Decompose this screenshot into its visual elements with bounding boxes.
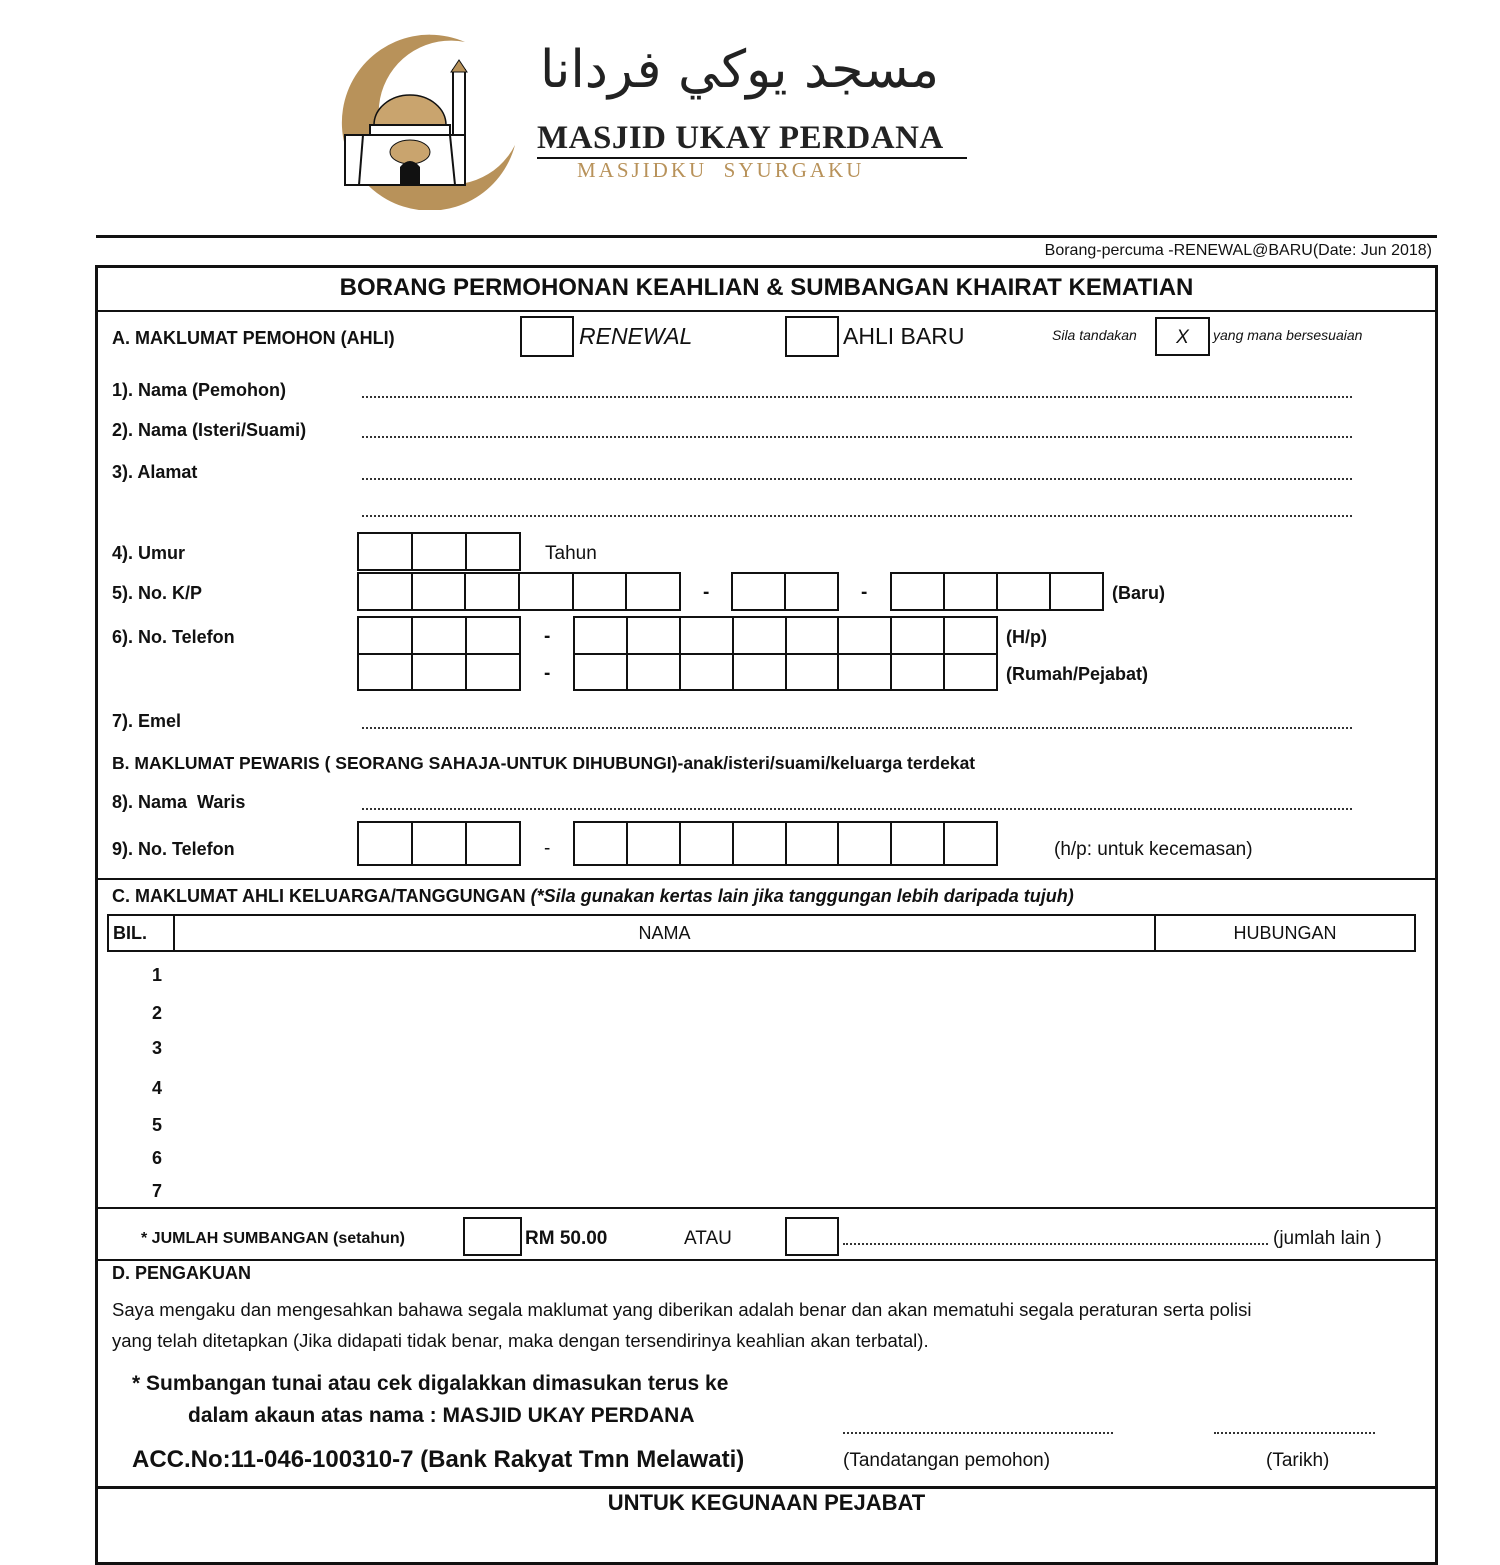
nama-label: 1). Nama (Pemohon) bbox=[112, 380, 287, 400]
lain-checkbox[interactable] bbox=[785, 1217, 839, 1256]
rumah-label: (Rumah/Pejabat) bbox=[1006, 664, 1149, 684]
digit-cell[interactable] bbox=[467, 534, 519, 569]
kp-field-1[interactable] bbox=[357, 572, 681, 611]
umur-field[interactable] bbox=[357, 532, 521, 571]
digit-cell[interactable] bbox=[466, 574, 520, 609]
digit-cell[interactable] bbox=[734, 618, 787, 653]
kp-field-2[interactable] bbox=[731, 572, 839, 611]
baru-label: (Baru) bbox=[1112, 583, 1165, 603]
crescent-mosque-icon bbox=[275, 30, 525, 210]
section-c-heading bbox=[112, 886, 1074, 907]
col-nama: NAMA bbox=[175, 916, 1156, 950]
logo-arabic: مسجد يوكي فردانا bbox=[540, 40, 940, 100]
digit-cell[interactable] bbox=[786, 574, 837, 609]
digit-cell[interactable] bbox=[892, 655, 945, 689]
nama-waris-field[interactable] bbox=[362, 808, 1352, 810]
logo-tagline: MASJIDKU SYURGAKU bbox=[577, 158, 865, 182]
digit-cell[interactable] bbox=[413, 655, 467, 689]
digit-cell[interactable] bbox=[467, 618, 519, 653]
emel-label: 7). Emel bbox=[112, 711, 182, 731]
digit-cell[interactable] bbox=[413, 823, 467, 864]
bank-note-1: * Sumbangan tunai atau cek digalakkan dimasukan terus ke bbox=[132, 1372, 729, 1395]
hp-dash: - bbox=[544, 626, 551, 647]
digit-cell[interactable] bbox=[945, 823, 996, 864]
alamat-label: 3). Alamat bbox=[112, 462, 198, 482]
signature-label: (Tandatangan pemohon) bbox=[843, 1450, 1051, 1471]
digit-cell[interactable] bbox=[467, 655, 519, 689]
rm50-label: RM 50.00 bbox=[525, 1228, 608, 1249]
pasangan-field[interactable] bbox=[362, 436, 1352, 438]
alamat-field-2[interactable] bbox=[362, 515, 1352, 517]
rumah-number-field[interactable] bbox=[573, 653, 998, 691]
digit-cell[interactable] bbox=[839, 618, 892, 653]
digit-cell[interactable] bbox=[733, 574, 786, 609]
table-row-number: 2 bbox=[152, 1003, 163, 1023]
digit-cell[interactable] bbox=[359, 655, 413, 689]
table-row-number: 4 bbox=[152, 1078, 163, 1098]
digit-cell[interactable] bbox=[413, 618, 467, 653]
nama-field[interactable] bbox=[362, 396, 1352, 398]
waris-dash: - bbox=[544, 838, 551, 859]
emel-field[interactable] bbox=[362, 727, 1352, 729]
kp-label: 5). No. K/P bbox=[112, 583, 203, 603]
digit-cell[interactable] bbox=[413, 534, 467, 569]
hp-prefix-field[interactable] bbox=[357, 616, 521, 655]
date-field[interactable] bbox=[1214, 1432, 1375, 1434]
col-hubungan: HUBUNGAN bbox=[1233, 923, 1337, 943]
table-row-number: 5 bbox=[152, 1115, 163, 1135]
logo-name: MASJID UKAY PERDANA bbox=[537, 120, 944, 156]
rumah-prefix-field[interactable] bbox=[357, 653, 521, 691]
kp-dash-2: - bbox=[861, 582, 868, 603]
digit-cell[interactable] bbox=[359, 823, 413, 864]
digit-cell[interactable] bbox=[945, 655, 996, 689]
waris-note: (h/p: untuk kecemasan) bbox=[1054, 839, 1253, 860]
digit-cell[interactable] bbox=[945, 574, 998, 609]
pengakuan-line-1: Saya mengaku dan mengesahkan bahawa segala maklumat yang diberikan adalah benar dan akan mematuhi segala peraturan serta polisi bbox=[112, 1299, 1252, 1320]
section-a-heading: A. MAKLUMAT PEMOHON (AHLI) bbox=[112, 328, 395, 348]
digit-cell[interactable] bbox=[787, 618, 840, 653]
yang-sesuai: yang mana bersesuaian bbox=[1213, 327, 1363, 343]
jumlah-lain-field[interactable] bbox=[843, 1243, 1268, 1245]
renewal-checkbox[interactable] bbox=[520, 316, 574, 357]
col-bil: BIL. bbox=[109, 916, 175, 950]
digit-cell[interactable] bbox=[575, 655, 628, 689]
jumlah-lain-label: (jumlah lain ) bbox=[1273, 1228, 1382, 1249]
digit-cell[interactable] bbox=[575, 823, 628, 864]
atau-label: ATAU bbox=[684, 1228, 732, 1249]
table-row-number: 6 bbox=[152, 1148, 163, 1168]
waris-prefix-field[interactable] bbox=[357, 821, 521, 866]
table-row-number: 1 bbox=[152, 965, 163, 985]
section-b-heading: B. MAKLUMAT PEWARIS ( SEORANG SAHAJA-UNTUK DIHUBUNGI)-anak/isteri/suami/keluarga terdekat bbox=[112, 753, 976, 773]
digit-cell[interactable] bbox=[574, 574, 628, 609]
digit-cell[interactable] bbox=[787, 823, 840, 864]
digit-cell[interactable] bbox=[681, 655, 734, 689]
section-c-title: C. MAKLUMAT AHLI KELUARGA/TANGGUNGAN bbox=[112, 886, 526, 906]
rumah-dash: - bbox=[544, 663, 551, 684]
digit-cell[interactable] bbox=[628, 823, 681, 864]
digit-cell[interactable] bbox=[413, 574, 467, 609]
date-label: (Tarikh) bbox=[1266, 1450, 1330, 1471]
digit-cell[interactable] bbox=[359, 534, 413, 569]
kp-field-3[interactable] bbox=[890, 572, 1104, 611]
digit-cell[interactable] bbox=[839, 823, 892, 864]
digit-cell[interactable] bbox=[467, 823, 519, 864]
mosque-logo bbox=[275, 30, 985, 210]
alamat-field-1[interactable] bbox=[362, 478, 1352, 480]
tanggungan-table-header bbox=[107, 914, 1416, 952]
umur-label: 4). Umur bbox=[112, 543, 186, 563]
account-number: ACC.No:11-046-100310-7 (Bank Rakyat Tmn Melawati) bbox=[132, 1446, 745, 1473]
hp-label: (H/p) bbox=[1006, 627, 1047, 647]
digit-cell[interactable] bbox=[628, 655, 681, 689]
digit-cell[interactable] bbox=[734, 823, 787, 864]
kp-dash-1: - bbox=[703, 582, 710, 603]
signature-field[interactable] bbox=[843, 1432, 1113, 1434]
section-c-note: (*Sila gunakan kertas lain jika tanggungan lebih daripada tujuh) bbox=[530, 886, 1074, 906]
digit-cell[interactable] bbox=[1051, 574, 1102, 609]
ahli-baru-label: AHLI BARU bbox=[843, 323, 965, 349]
waris-telefon-label: 9). No. Telefon bbox=[112, 839, 235, 859]
example-mark-box: X bbox=[1155, 317, 1210, 356]
office-use-heading: UNTUK KEGUNAAN PEJABAT bbox=[607, 1490, 926, 1515]
section-d-heading: D. PENGAKUAN bbox=[112, 1263, 252, 1283]
table-row-number: 7 bbox=[152, 1181, 163, 1201]
pengakuan-line-2: yang telah ditetapkan (Jika didapati tidak benar, maka dengan tersendirinya keahlian akan terbatal). bbox=[112, 1330, 929, 1351]
bank-note-2: dalam akaun atas nama : MASJID UKAY PERDANA bbox=[188, 1404, 695, 1427]
pasangan-label: 2). Nama (Isteri/Suami) bbox=[112, 420, 307, 440]
digit-cell[interactable] bbox=[945, 618, 996, 653]
digit-cell[interactable] bbox=[892, 574, 945, 609]
digit-cell[interactable] bbox=[998, 574, 1051, 609]
digit-cell[interactable] bbox=[575, 618, 628, 653]
digit-cell[interactable] bbox=[892, 618, 945, 653]
form-code: Borang-percuma -RENEWAL@BARU(Date: Jun 2018) bbox=[1044, 242, 1432, 259]
renewal-label: RENEWAL bbox=[579, 323, 693, 349]
digit-cell[interactable] bbox=[359, 618, 413, 653]
sumbangan-label: * JUMLAH SUMBANGAN (setahun) bbox=[141, 1230, 405, 1247]
digit-cell[interactable] bbox=[839, 655, 892, 689]
telefon-label: 6). No. Telefon bbox=[112, 627, 235, 647]
waris-number-field[interactable] bbox=[573, 821, 998, 866]
rm50-checkbox[interactable] bbox=[463, 1217, 522, 1256]
nama-waris-label: 8). Nama Waris bbox=[112, 792, 246, 812]
digit-cell[interactable] bbox=[628, 618, 681, 653]
digit-cell[interactable] bbox=[681, 618, 734, 653]
digit-cell[interactable] bbox=[734, 655, 787, 689]
ahli-baru-checkbox[interactable] bbox=[785, 316, 839, 357]
table-row-number: 3 bbox=[152, 1038, 163, 1058]
tahun-label: Tahun bbox=[545, 543, 597, 564]
form-title: BORANG PERMOHONAN KEAHLIAN & SUMBANGAN KHAIRAT KEMATIAN bbox=[339, 274, 1194, 301]
digit-cell[interactable] bbox=[627, 574, 679, 609]
sila-tandakan: Sila tandakan bbox=[1052, 327, 1137, 343]
digit-cell[interactable] bbox=[520, 574, 574, 609]
digit-cell[interactable] bbox=[681, 823, 734, 864]
digit-cell[interactable] bbox=[359, 574, 413, 609]
digit-cell[interactable] bbox=[787, 655, 840, 689]
digit-cell[interactable] bbox=[892, 823, 945, 864]
hp-number-field[interactable] bbox=[573, 616, 998, 655]
